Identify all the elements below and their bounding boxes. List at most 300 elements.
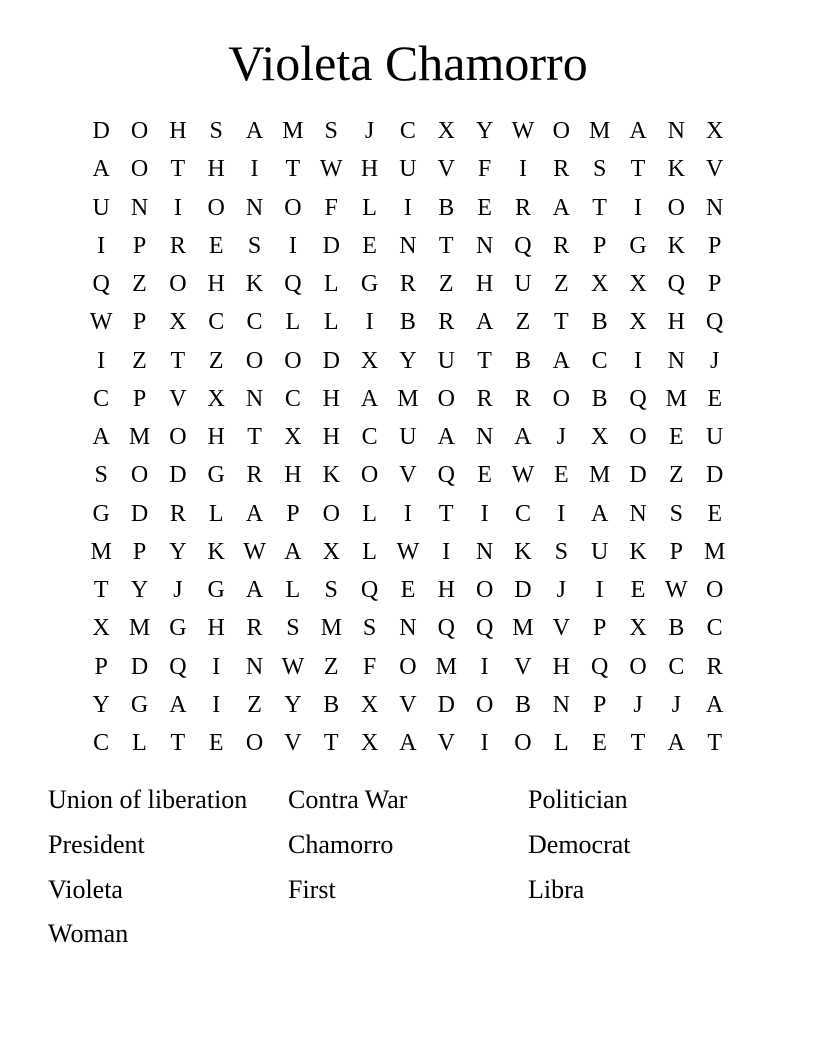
grid-letter: I	[518, 156, 527, 183]
grid-letter: R	[706, 653, 723, 680]
grid-letter: M	[704, 538, 726, 565]
grid-letter: N	[667, 118, 685, 145]
grid-letter: E	[707, 385, 722, 412]
grid-letter: B	[668, 615, 685, 642]
grid-letter: C	[246, 309, 263, 336]
grid-letter: V	[706, 156, 724, 183]
grid-letter: I	[288, 232, 297, 259]
grid-letter: A	[437, 424, 455, 451]
grid-letter: Q	[284, 271, 302, 298]
grid-letter: Q	[437, 462, 455, 489]
grid-letter: V	[399, 691, 417, 718]
grid-letter: G	[130, 691, 149, 718]
page-title: Violeta Chamorro	[228, 35, 588, 91]
grid-letter: M	[90, 538, 112, 565]
grid-letter: C	[284, 385, 301, 412]
grid-letter: V	[399, 462, 417, 489]
grid-letter: X	[590, 424, 609, 451]
grid-row	[82, 609, 734, 647]
grid-letter: C	[399, 118, 416, 145]
grid-letter: N	[475, 538, 494, 565]
grid-letter: A	[667, 730, 685, 757]
word-list-item: President	[48, 829, 145, 859]
word-list	[48, 778, 768, 957]
grid-row	[82, 303, 734, 341]
grid-row	[82, 686, 734, 724]
grid-letter: I	[365, 309, 374, 336]
grid-letter: A	[245, 118, 264, 145]
grid-letter: R	[476, 385, 493, 412]
grid-letter: W	[281, 653, 305, 680]
grid-row	[82, 418, 734, 456]
grid-letter: L	[285, 309, 301, 336]
grid-letter: Q	[706, 309, 724, 336]
grid-letter: R	[514, 385, 531, 412]
grid-letter: X	[360, 691, 379, 718]
grid-letter: O	[245, 730, 264, 757]
grid-letter: H	[322, 385, 340, 412]
grid-letter: B	[438, 194, 455, 221]
grid-letter: Z	[247, 691, 262, 718]
grid-letter: C	[93, 730, 110, 757]
grid-letter: X	[360, 347, 379, 374]
grid-letter: P	[592, 615, 607, 642]
grid-letter: J	[556, 424, 566, 451]
grid-letter: W	[396, 538, 420, 565]
grid-letter: D	[130, 500, 149, 527]
grid-letter: M	[397, 385, 419, 412]
grid-row	[82, 380, 734, 418]
grid-letter: R	[169, 500, 186, 527]
grid-letter: C	[93, 385, 110, 412]
grid-letter: P	[669, 538, 683, 565]
grid-letter: I	[97, 347, 106, 374]
grid-letter: Q	[169, 653, 187, 680]
grid-letter: S	[554, 538, 568, 565]
grid-letter: L	[285, 577, 301, 604]
grid-letter: O	[169, 424, 187, 451]
grid-letter: N	[552, 691, 570, 718]
grid-letter: W	[665, 577, 688, 604]
grid-letter: S	[247, 232, 262, 259]
grid-letter: I	[173, 194, 182, 221]
grid-letter: M	[282, 118, 304, 145]
grid-letter: Y	[284, 691, 302, 718]
grid-letter: T	[170, 730, 186, 757]
grid-letter: Y	[475, 118, 494, 145]
word-list-item: Politician	[528, 785, 628, 814]
grid-letter: K	[667, 156, 685, 183]
grid-letter: M	[320, 615, 342, 642]
grid-letter: N	[475, 232, 494, 259]
grid-letter: J	[364, 118, 375, 145]
grid-letter: I	[97, 232, 106, 259]
grid-letter: R	[514, 194, 531, 221]
grid-letter: E	[630, 577, 646, 604]
grid-letter: Z	[515, 309, 531, 336]
grid-letter: G	[169, 615, 187, 642]
grid-letter: A	[706, 691, 724, 718]
grid-letter: A	[475, 309, 494, 336]
grid-letter: I	[403, 194, 412, 221]
grid-letter: B	[323, 691, 340, 718]
grid-letter: N	[399, 615, 417, 642]
grid-letter: Z	[323, 653, 339, 680]
grid-letter: W	[511, 462, 535, 489]
grid-letter: D	[322, 232, 340, 259]
grid-letter: G	[207, 462, 225, 489]
grid-row	[82, 227, 734, 265]
grid-letter: A	[92, 424, 110, 451]
grid-letter: I	[557, 500, 566, 527]
grid-letter: E	[707, 500, 722, 527]
grid-letter: U	[514, 271, 532, 298]
grid-letter: S	[286, 615, 300, 642]
grid-letter: O	[284, 347, 302, 374]
grid-letter: Q	[437, 615, 455, 642]
grid-letter: V	[169, 385, 187, 412]
grid-letter: P	[592, 691, 607, 718]
grid-letter: O	[706, 577, 724, 604]
grid-letter: J	[633, 691, 643, 718]
grid-letter: L	[362, 538, 377, 565]
grid-letter: H	[207, 156, 225, 183]
grid-letter: A	[360, 385, 379, 412]
grid-letter: C	[514, 500, 531, 527]
grid-letter: A	[552, 194, 570, 221]
grid-letter: L	[323, 309, 339, 336]
grid-letter: R	[553, 232, 570, 259]
grid-letter: H	[667, 309, 685, 336]
grid-letter: B	[514, 347, 531, 374]
grid-letter: I	[442, 538, 451, 565]
grid-letter: T	[707, 730, 722, 757]
grid-letter: U	[399, 156, 417, 183]
grid-letter: Z	[132, 347, 147, 374]
grid-letter: O	[169, 271, 187, 298]
grid-letter: R	[438, 309, 455, 336]
grid-letter: P	[707, 271, 722, 298]
grid-row	[82, 189, 734, 227]
grid-row	[82, 150, 734, 188]
grid-letter: B	[591, 385, 608, 412]
grid-letter: T	[553, 309, 569, 336]
grid-row	[82, 342, 734, 380]
grid-letter: A	[514, 424, 532, 451]
grid-letter: O	[360, 462, 379, 489]
grid-letter: R	[246, 615, 263, 642]
grid-letter: I	[480, 730, 489, 757]
grid-letter: T	[247, 424, 262, 451]
grid-letter: P	[132, 232, 147, 259]
grid-row	[82, 495, 734, 533]
grid-letter: J	[556, 577, 566, 604]
grid-letter: T	[592, 194, 607, 221]
grid-letter: P	[286, 500, 300, 527]
grid-letter: E	[668, 424, 684, 451]
grid-row	[82, 571, 734, 609]
grid-letter: P	[592, 232, 607, 259]
grid-letter: H	[284, 462, 302, 489]
grid-letter: S	[324, 118, 338, 145]
grid-letter: K	[322, 462, 340, 489]
grid-letter: V	[514, 653, 532, 680]
grid-letter: O	[245, 347, 264, 374]
grid-letter: E	[477, 462, 492, 489]
grid-letter: I	[595, 577, 604, 604]
grid-row	[82, 112, 734, 150]
grid-letter: R	[399, 271, 416, 298]
grid-letter: N	[245, 194, 264, 221]
grid-letter: X	[92, 615, 110, 642]
grid-letter: R	[169, 232, 186, 259]
grid-letter: Z	[553, 271, 569, 298]
grid-letter: S	[669, 500, 683, 527]
grid-letter: D	[130, 653, 149, 680]
grid-letter: G	[207, 577, 225, 604]
grid-letter: T	[630, 730, 646, 757]
grid-row	[82, 265, 734, 303]
grid-letter: N	[475, 424, 494, 451]
grid-letter: C	[668, 653, 685, 680]
grid-letter: Y	[399, 347, 417, 374]
grid-letter: E	[362, 232, 377, 259]
grid-letter: Q	[475, 615, 494, 642]
grid-letter: I	[250, 156, 259, 183]
grid-letter: J	[710, 347, 720, 374]
grid-letter: W	[319, 156, 343, 183]
grid-letter: B	[399, 309, 416, 336]
grid-letter: T	[630, 156, 646, 183]
grid-letter: Z	[208, 347, 224, 374]
grid-letter: B	[514, 691, 531, 718]
grid-letter: A	[399, 730, 417, 757]
grid-letter: H	[169, 118, 187, 145]
grid-letter: H	[322, 424, 340, 451]
grid-letter: D	[514, 577, 532, 604]
grid-letter: K	[245, 271, 264, 298]
grid-letter: T	[323, 730, 339, 757]
grid-letter: O	[284, 194, 302, 221]
grid-letter: O	[399, 653, 417, 680]
word-list-item: Libra	[528, 874, 585, 904]
grid-letter: O	[207, 194, 225, 221]
grid-letter: L	[553, 730, 569, 757]
grid-letter: Q	[590, 653, 609, 680]
grid-letter: Q	[629, 385, 647, 412]
grid-letter: J	[671, 691, 681, 718]
grid-letter: L	[208, 500, 224, 527]
grid-letter: O	[130, 156, 149, 183]
grid-letter: U	[590, 538, 609, 565]
word-list-item: Violeta	[48, 874, 123, 904]
grid-letter: N	[667, 347, 685, 374]
grid-letter: A	[169, 691, 187, 718]
grid-letter: A	[590, 500, 609, 527]
grid-letter: H	[207, 271, 225, 298]
grid-letter: N	[245, 385, 264, 412]
grid-letter: N	[706, 194, 724, 221]
grid-letter: X	[207, 385, 225, 412]
grid-letter: W	[89, 309, 113, 336]
grid-letter: T	[93, 577, 109, 604]
grid-letter: K	[629, 538, 647, 565]
grid-letter: T	[285, 156, 301, 183]
grid-letter: H	[207, 424, 225, 451]
grid-letter: D	[629, 462, 647, 489]
grid-letter: Q	[514, 232, 532, 259]
grid-letter: D	[92, 118, 110, 145]
grid-letter: T	[477, 347, 492, 374]
grid-letter: P	[94, 653, 108, 680]
grid-letter: Q	[360, 577, 379, 604]
grid-letter: M	[128, 424, 151, 451]
grid-letter: A	[629, 118, 647, 145]
grid-letter: G	[629, 232, 647, 259]
grid-letter: T	[170, 347, 186, 374]
grid-letter: K	[667, 232, 685, 259]
grid-letter: I	[403, 500, 412, 527]
grid-letter: S	[209, 118, 223, 145]
grid-letter: N	[629, 500, 647, 527]
grid-letter: H	[207, 615, 225, 642]
grid-letter: O	[475, 577, 494, 604]
grid-letter: K	[514, 538, 532, 565]
grid-letter: O	[130, 118, 149, 145]
grid-letter: H	[360, 156, 379, 183]
grid-letter: F	[362, 653, 377, 680]
grid-letter: X	[590, 271, 609, 298]
grid-letter: Q	[667, 271, 685, 298]
grid-letter: U	[399, 424, 417, 451]
grid-letter: O	[322, 500, 340, 527]
grid-letter: S	[592, 156, 607, 183]
grid-letter: V	[437, 156, 455, 183]
grid-letter: C	[706, 615, 723, 642]
grid-letter: C	[361, 424, 378, 451]
grid-row	[82, 724, 734, 762]
grid-letter: S	[94, 462, 108, 489]
word-list-item: Democrat	[528, 829, 631, 859]
word-list-item: Union of liberation	[48, 785, 248, 814]
grid-letter: C	[591, 347, 608, 374]
grid-letter: O	[514, 730, 532, 757]
grid-letter: I	[633, 194, 642, 221]
grid-letter: V	[437, 730, 455, 757]
grid-letter: H	[475, 271, 494, 298]
grid-letter: T	[170, 156, 186, 183]
grid-letter: U	[437, 347, 455, 374]
word-list-item: Woman	[48, 919, 129, 949]
grid-letter: M	[512, 615, 534, 642]
grid-letter: X	[322, 538, 340, 565]
grid-letter: W	[243, 538, 266, 565]
grid-letter: M	[665, 385, 687, 412]
grid-letter: I	[633, 347, 642, 374]
grid-letter: E	[400, 577, 416, 604]
grid-letter: A	[284, 538, 302, 565]
letter-grid	[82, 112, 734, 762]
grid-letter: T	[438, 232, 454, 259]
grid-letter: E	[477, 194, 492, 221]
grid-letter: J	[173, 577, 183, 604]
grid-letter: R	[553, 156, 570, 183]
grid-letter: X	[360, 730, 379, 757]
grid-letter: O	[437, 385, 455, 412]
grid-letter: H	[437, 577, 455, 604]
grid-letter: D	[169, 462, 187, 489]
word-list-item: First	[288, 874, 336, 904]
grid-letter: U	[92, 194, 110, 221]
grid-letter: O	[552, 118, 570, 145]
grid-letter: I	[212, 691, 221, 718]
grid-letter: Z	[668, 462, 684, 489]
grid-letter: E	[592, 730, 607, 757]
grid-letter: B	[591, 309, 608, 336]
grid-letter: A	[92, 156, 110, 183]
word-list-item: Contra War	[288, 785, 408, 814]
grid-letter: L	[362, 194, 377, 221]
grid-row	[82, 648, 734, 686]
grid-letter: F	[324, 194, 338, 221]
grid-letter: P	[132, 538, 147, 565]
grid-letter: L	[132, 730, 147, 757]
grid-letter: M	[128, 615, 151, 642]
grid-letter: O	[629, 653, 647, 680]
grid-letter: U	[706, 424, 724, 451]
grid-letter: Y	[169, 538, 187, 565]
grid-letter: E	[208, 730, 224, 757]
grid-letter: N	[245, 653, 264, 680]
grid-letter: N	[399, 232, 417, 259]
grid-letter: X	[629, 615, 647, 642]
grid-letter: K	[207, 538, 225, 565]
grid-letter: L	[362, 500, 377, 527]
grid-letter: M	[435, 653, 457, 680]
grid-letter: O	[629, 424, 647, 451]
grid-letter: T	[438, 500, 454, 527]
grid-letter: Z	[438, 271, 454, 298]
grid-letter: S	[324, 577, 338, 604]
grid-letter: P	[132, 309, 147, 336]
grid-letter: N	[130, 194, 149, 221]
grid-letter: O	[130, 462, 149, 489]
grid-letter: C	[208, 309, 225, 336]
grid-letter: O	[667, 194, 685, 221]
grid-letter: W	[511, 118, 535, 145]
grid-letter: E	[553, 462, 569, 489]
grid-row	[82, 456, 734, 494]
grid-letter: R	[246, 462, 263, 489]
grid-letter: S	[362, 615, 377, 642]
grid-letter: X	[437, 118, 455, 145]
grid-letter: P	[707, 232, 722, 259]
grid-letter: I	[212, 653, 221, 680]
grid-letter: V	[284, 730, 302, 757]
grid-letter: X	[629, 271, 647, 298]
grid-letter: P	[132, 385, 147, 412]
grid-letter: G	[92, 500, 110, 527]
grid-letter: I	[480, 500, 489, 527]
grid-letter: I	[480, 653, 489, 680]
grid-letter: L	[323, 271, 339, 298]
grid-letter: X	[706, 118, 724, 145]
grid-row	[82, 533, 734, 571]
grid-letter: V	[552, 615, 570, 642]
grid-letter: X	[284, 424, 302, 451]
grid-letter: A	[245, 500, 264, 527]
grid-letter: F	[477, 156, 492, 183]
